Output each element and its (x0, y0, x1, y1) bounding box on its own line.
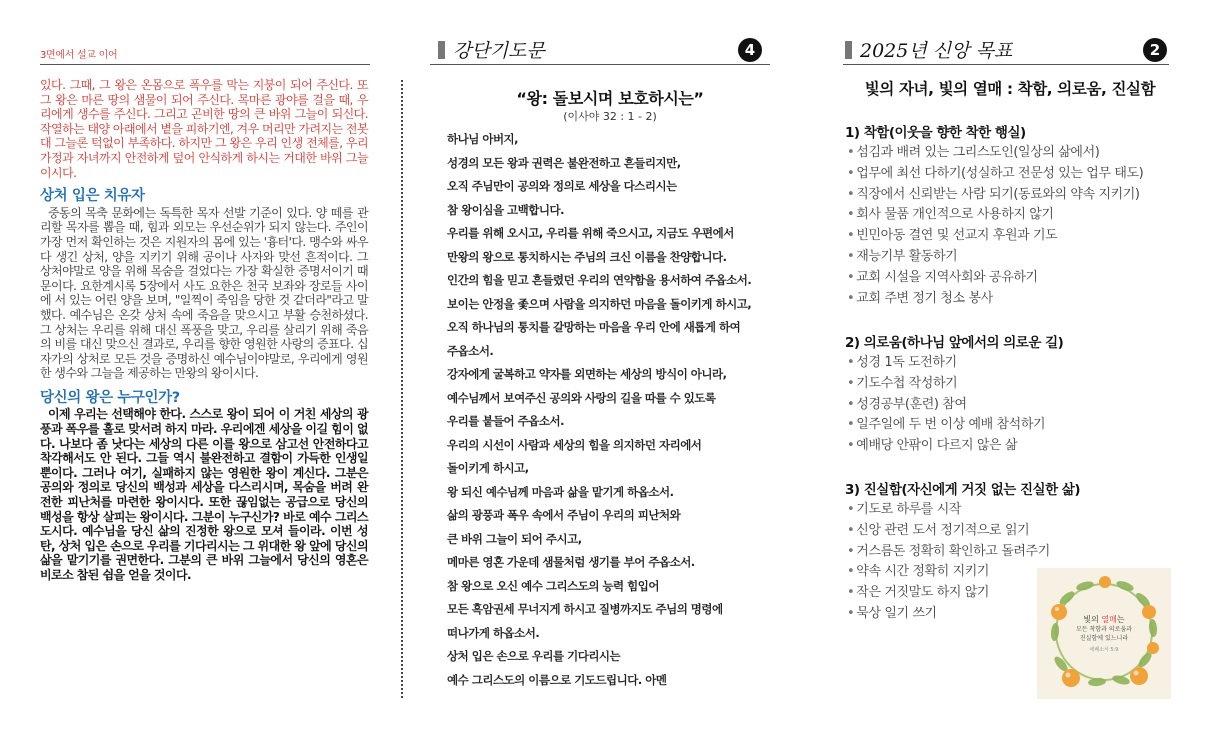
goal-item: • 빈민아동 결연 및 선교지 후원과 기도 (845, 226, 1175, 247)
header-rule-left (40, 64, 370, 65)
prayer-text (447, 132, 787, 696)
goal-item: • 성경공부(훈련) 참여 (845, 395, 1175, 416)
goal-item: • 재능기부 활동하기 (845, 247, 1175, 268)
goal-item: • 예배당 안팎이 다르지 않은 삶 (845, 436, 1175, 457)
wreath-verse-line2: 모든 착함과 의로움과 (1076, 626, 1132, 633)
header-rule-middle (430, 64, 770, 65)
goal-item: • 회사 물품 개인적으로 사용하지 않기 (845, 205, 1175, 226)
goal-item: • 교회 주변 정기 청소 봉사 (845, 289, 1175, 310)
fruit-wreath-illustration (1037, 568, 1171, 699)
prayer-line: 우리를 붙들어 주옵소서. (447, 414, 564, 428)
section-body-who-is-your-king: 이제 우리는 선택해야 한다. 스스로 왕이 되어 이 거친 세상의 광풍과 폭우를 홀로 맞서려 하지 마라. 우리에겐 세상을 이길 힘이 없다. 나보다 좀 낫다는 세상의 다른 이를 왕으로 삼고선 안전하다고 착각해서도 안 된다. 그들 역시 불완전하고 결함이 가득한 인생일 뿐이다. 그러나 여기, 실패하지 않는 영원한 왕이 계신다. 그분은 공의와 정의로 당신의 백성과 세상을 다스리시며, 목숨을 버려 완전한 피난처를 마련한 왕이시다. 또한 끊임없는 공급으로 당신의 백성을 항상 살피는 왕이시다. 그분이 누구신가? 바로 예수 그리스도시다. 예수님을 당신 삶의 진정한 왕으로 모셔 들이라. 이번 성탄, 상처 입은 손으로 우리를 기다리시는 그 위대한 왕 앞에 당신의 삶을 맡기기를 권면한다. 그분의 큰 바위 그늘에서 당신의 영혼은 비로소 참된 쉼을 얻을 것이다. (40, 407, 368, 582)
prayer-line: 인간의 힘을 믿고 흔들렸던 우리의 연약함을 용서하여 주옵소서. (447, 273, 752, 287)
header-bar-icon (845, 41, 852, 59)
page-number-badge-2: 2 (1143, 38, 1167, 62)
goals-theme-title: 빛의 자녀, 빛의 열매 : 착함, 의로움, 진실함 (864, 80, 1156, 98)
goal-section-righteousness (845, 331, 1175, 457)
prayer-line: 삶의 광풍과 폭우 속에서 주님이 우리의 피난처와 (447, 508, 681, 522)
continued-note: 3면에서 설교 이어 (40, 50, 118, 61)
goal-item: • 일주일에 두 번 이상 예배 참석하기 (845, 415, 1175, 436)
goal-list-goodness (845, 143, 1175, 309)
prayer-line: 하나님 아버지, (447, 132, 519, 146)
prayer-line: 참 왕으로 오신 예수 그리스도의 능력 힘입어 (447, 578, 659, 593)
prayer-scripture-reference: (이사야 32 : 1 - 2) (563, 110, 657, 123)
goal-section-goodness (845, 121, 1175, 309)
goal-heading-truthfulness: 3) 진실함(자신에게 거짓 없는 진실한 삶) (845, 482, 1081, 498)
prayer-section-header (438, 36, 545, 63)
goal-heading-righteousness: 2) 의로움(하나님 앞에서의 의로운 길) (845, 335, 1064, 351)
wreath-verse-highlight: 열매 (1101, 615, 1117, 624)
prayer-line: 떠나가게 하옵소서. (447, 625, 540, 640)
prayer-line: 큰 바위 그늘이 되어 주시고, (447, 531, 582, 546)
prayer-line: 예수 그리스도의 이름으로 기도드립니다. 아멘 (447, 672, 667, 687)
goal-item: • 직장에서 신뢰받는 사람 되기(동료와의 약속 지키기) (845, 185, 1175, 206)
prayer-line: 오직 주님만이 공의와 정의로 세상을 다스리시는 (447, 179, 677, 193)
prayer-line: 우리의 시선이 사람과 세상의 힘을 의지하던 자리에서 (447, 437, 702, 452)
goals-section-header (845, 36, 1012, 63)
goal-item: • 업무에 최선 다하기(성실하고 전문성 있는 업무 태도) (845, 164, 1175, 185)
sermon-intro-paragraph: 있다. 그때, 그 왕은 온몸으로 폭우를 막는 지붕이 되어 주신다. 또 그 왕은 마른 땅의 샘물이 되어 주신다. 목마른 광야를 걸을 때, 우리에게 생수를 주신다. 그리고 곤비한 땅의 큰 바위 그늘이 되신다. 작열하는 태양 아래에서 볕을 피하기엔, 겨우 머리만 가려지는 전봇대 그늘론 턱없이 부족하다. 하지만 그 왕은 우리 인생 전체를, 우리 가정과 자녀까지 안전하게 덮어 안식하게 하시는 거대한 바위 그늘이시다. (40, 78, 368, 180)
prayer-line: 상처 입은 손으로 우리를 기다리시는 (447, 649, 621, 663)
prayer-line: 성경의 모든 왕과 권력은 불완전하고 흔들리지만, (447, 155, 681, 170)
goal-item: • 성경 1독 도전하기 (845, 353, 1175, 374)
goal-item: • 신앙 관련 도서 정기적으로 읽기 (845, 521, 1175, 542)
goal-heading-goodness: 1) 착함(이웃을 향한 착한 행실) (845, 125, 1026, 141)
goal-item: • 약속 시간 정확히 지키기 (845, 562, 1175, 583)
prayer-line: 주옵소서. (447, 343, 494, 358)
goal-item: • 거스름돈 정확히 확인하고 돌려주기 (845, 542, 1175, 563)
goal-list-righteousness (845, 353, 1175, 457)
goal-item: • 섬김과 배려 있는 그리스도인(일상의 삶에서) (845, 143, 1175, 164)
goal-item: • 기도수첩 작성하기 (845, 374, 1175, 395)
header-rule-right (843, 64, 1169, 65)
goal-item: • 묵상 일기 쓰기 (845, 604, 1175, 625)
column-divider (401, 80, 403, 698)
wreath-verse (1037, 614, 1171, 653)
prayer-line: 오직 하나님의 통치를 갈망하는 마음을 우리 안에 새롭게 하여 (447, 320, 741, 334)
wreath-verse-prefix: 빛의 (1083, 615, 1102, 624)
goal-item: • 작은 거짓말도 하지 않기 (845, 583, 1175, 604)
prayer-section-title: 강단기도문 (453, 40, 545, 62)
section-body-wounded-healer: 중동의 목축 문화에는 독특한 목자 선발 기준이 있다. 양 떼를 관리할 목자를 뽑을 때, 힘과 외모는 우선순위가 되지 않는다. 주인이 가장 먼저 확인하는 것은 지원자의 몸에 있는 '흉터'다. 맹수와 싸우다 생긴 상처, 양을 지키기 위해 공이나 사자와 맞선 흔적이다. 그 상처야말로 양을 위해 목숨을 걸었다는 가장 확실한 증명서이기 때문이다. 요한계시록 5장에서 사도 요한은 천국 보좌와 장로들 사이에 서 있는 어린 양을 보며, "일찍이 죽임을 당한 것 같더라"라고 말했다. 예수님은 온갖 상처 속에 죽음을 맞으시고 부활 승천하셨다. 그 상처는 우리를 위해 대신 폭풍을 맞고, 우리를 살리기 위해 죽음의 비를 대신 맞으신 결과로, 우리를 향한 영원한 사랑의 증표다. 십자가의 상처로 모든 것을 증명하신 예수님이야말로, 우리에게 영원한 생수와 그늘을 제공하는 만왕의 왕이시다. (40, 205, 368, 381)
prayer-line: 참 왕이심을 고백합니다. (447, 202, 564, 217)
wreath-verse-line3: 진실함에 있느니라 (1079, 635, 1129, 642)
wreath-verse-suffix: 는 (1116, 615, 1125, 624)
prayer-line: 메마른 영혼 가운데 샘물처럼 생기를 부어 주옵소서. (447, 555, 695, 569)
sermon-column (40, 78, 368, 583)
goal-item: • 교회 시설을 지역사회와 공유하기 (845, 268, 1175, 289)
prayer-line: 왕 되신 예수님께 마음과 삶을 맡기게 하옵소서. (447, 484, 674, 499)
prayer-line: 우리를 위해 오시고, 우리를 위해 죽으시고, 지금도 우편에서 (447, 226, 734, 240)
prayer-line: 보이는 안정을 좇으며 사람을 의지하던 마음을 돌이키게 하시고, (447, 296, 752, 311)
section-heading-who-is-your-king: 당신의 왕은 누구인가? (40, 389, 180, 406)
prayer-line: 만왕의 왕으로 통치하시는 주님의 크신 이름을 찬양합니다. (447, 249, 727, 264)
wreath-verse-line1 (1037, 614, 1171, 625)
page-number-badge-4: 4 (738, 38, 762, 62)
wreath-verse-reference: 에베소서 5:9 (1089, 647, 1119, 653)
goals-section-title: 2025년 신앙 목표 (860, 40, 1013, 62)
prayer-line: 모든 흑암권세 무너지게 하시고 질병까지도 주님의 명령에 (447, 602, 723, 616)
prayer-line: 강자에게 굴복하고 약자를 외면하는 세상의 방식이 아니라, (447, 367, 727, 381)
prayer-line: 예수님께서 보여주신 공의와 사랑의 길을 따를 수 있도록 (447, 390, 716, 405)
prayer-line: 돌이키게 하시고, (447, 461, 529, 475)
prayer-title: “왕: 돌보시며 보호하시는” (516, 89, 704, 108)
header-bar-icon (438, 41, 445, 59)
section-heading-wounded-healer: 상처 입은 치유자 (40, 188, 145, 205)
goal-item: • 기도로 하루를 시작 (845, 500, 1175, 521)
